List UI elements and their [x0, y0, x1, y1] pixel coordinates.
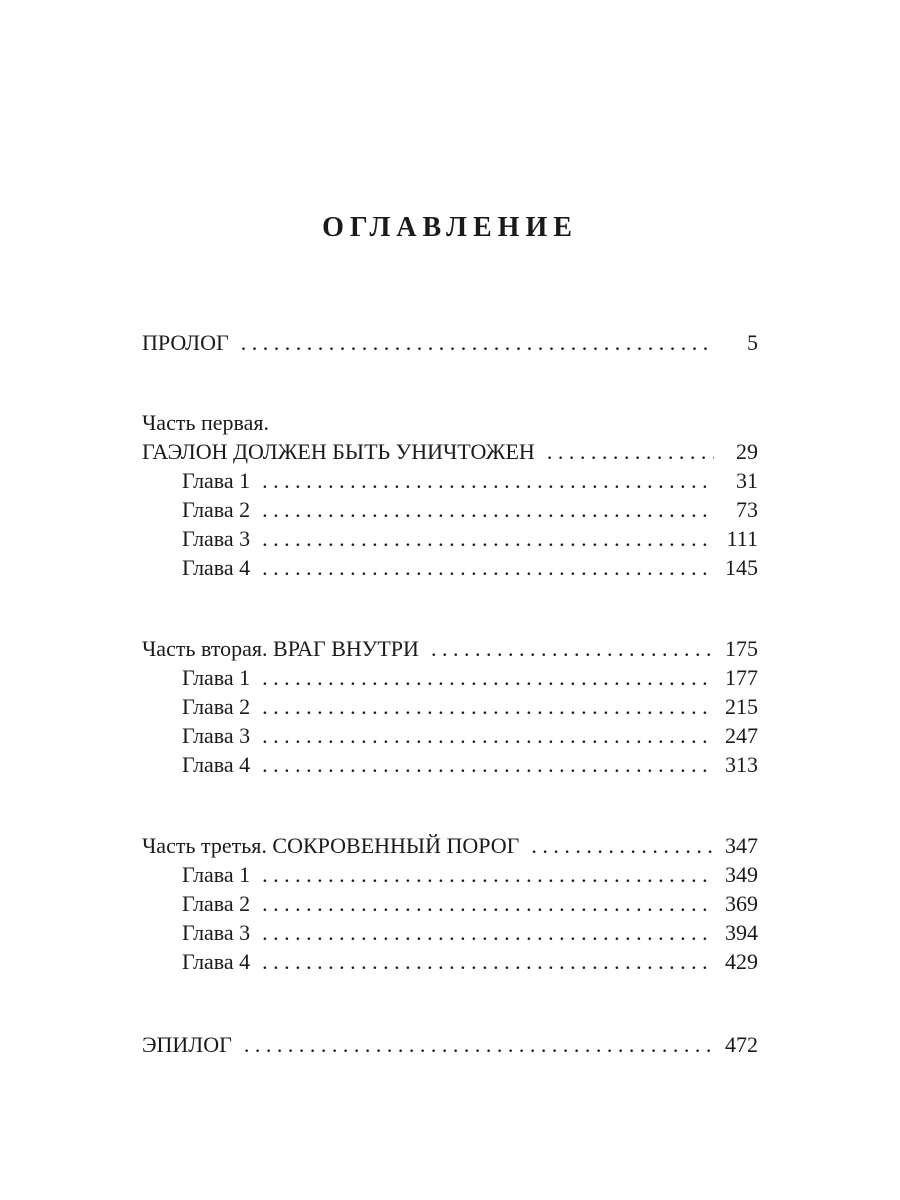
toc-entry-chapter: [182, 860, 758, 889]
entry-label: Глава 4: [182, 752, 251, 777]
dot-leader: [531, 831, 714, 860]
page-number: 145: [725, 555, 758, 580]
entry-label: Глава 2: [182, 694, 251, 719]
entry-label: Глава 1: [182, 862, 251, 887]
dot-leader: [547, 437, 714, 466]
dot-leader: [262, 524, 714, 553]
entry-label: Глава 3: [182, 723, 251, 748]
toc-entry-part-2: [142, 634, 758, 663]
entry-label: Глава 3: [182, 920, 251, 945]
entry-label: Глава 1: [182, 665, 251, 690]
toc-entry-chapter: [182, 721, 758, 750]
page-number: 313: [725, 752, 758, 777]
dot-leader: [262, 692, 714, 721]
dot-leader: [262, 495, 714, 524]
toc-entry-chapter: [182, 524, 758, 553]
entry-label: ПРОЛОГ: [142, 330, 229, 355]
page-number: 394: [725, 920, 758, 945]
part-heading: Часть первая.: [142, 410, 269, 435]
toc-entry-chapter: [182, 692, 758, 721]
toc-entry-chapter: [182, 750, 758, 779]
entry-label: Глава 3: [182, 526, 251, 551]
toc-entry-chapter: [182, 947, 758, 976]
entry-label: Глава 2: [182, 497, 251, 522]
entry-label: Часть третья. СОКРОВЕННЫЙ ПОРОГ: [142, 833, 520, 858]
page-number: 247: [725, 723, 758, 748]
page-number: 175: [725, 636, 758, 661]
dot-leader: [262, 860, 714, 889]
dot-leader: [262, 947, 714, 976]
page-number: 369: [725, 891, 758, 916]
dot-leader: [262, 918, 714, 947]
toc-entry-chapter: [182, 495, 758, 524]
page-number: 429: [725, 949, 758, 974]
toc-entry-chapter: [182, 889, 758, 918]
page-number: 472: [725, 1032, 758, 1057]
toc-entry-part-3: [142, 831, 758, 860]
dot-leader: [262, 553, 714, 582]
entry-label: Часть вторая. ВРАГ ВНУТРИ: [142, 636, 419, 661]
toc-entry-prologue: [142, 328, 758, 357]
page-number: 29: [736, 439, 758, 464]
dot-leader: [262, 721, 714, 750]
toc-entry-chapter: [182, 918, 758, 947]
entry-label: ЭПИЛОГ: [142, 1032, 232, 1057]
page-number: 215: [725, 694, 758, 719]
toc-entry-part-1: [142, 437, 758, 466]
dot-leader: [262, 663, 714, 692]
page-number: 5: [747, 330, 758, 355]
page-title: ОГЛАВЛЕНИЕ: [322, 212, 578, 243]
toc-entry-chapter: [182, 466, 758, 495]
page-number: 177: [725, 665, 758, 690]
page-number: 347: [725, 833, 758, 858]
toc-entry-epilogue: [142, 1030, 758, 1059]
dot-leader: [262, 889, 714, 918]
dot-leader: [262, 750, 714, 779]
entry-label: Глава 4: [182, 555, 251, 580]
dot-leader: [244, 1030, 714, 1059]
dot-leader: [262, 466, 714, 495]
toc-entry-chapter: [182, 553, 758, 582]
entry-label: Глава 4: [182, 949, 251, 974]
entry-label: ГАЭЛОН ДОЛЖЕН БЫТЬ УНИЧТОЖЕН: [142, 439, 535, 464]
dot-leader: [241, 328, 714, 357]
page-number: 349: [725, 862, 758, 887]
entry-label: Глава 1: [182, 468, 251, 493]
page-number: 111: [726, 526, 758, 551]
entry-label: Глава 2: [182, 891, 251, 916]
toc-entry-chapter: [182, 663, 758, 692]
dot-leader: [431, 634, 714, 663]
page-number: 31: [736, 468, 758, 493]
page-number: 73: [736, 497, 758, 522]
